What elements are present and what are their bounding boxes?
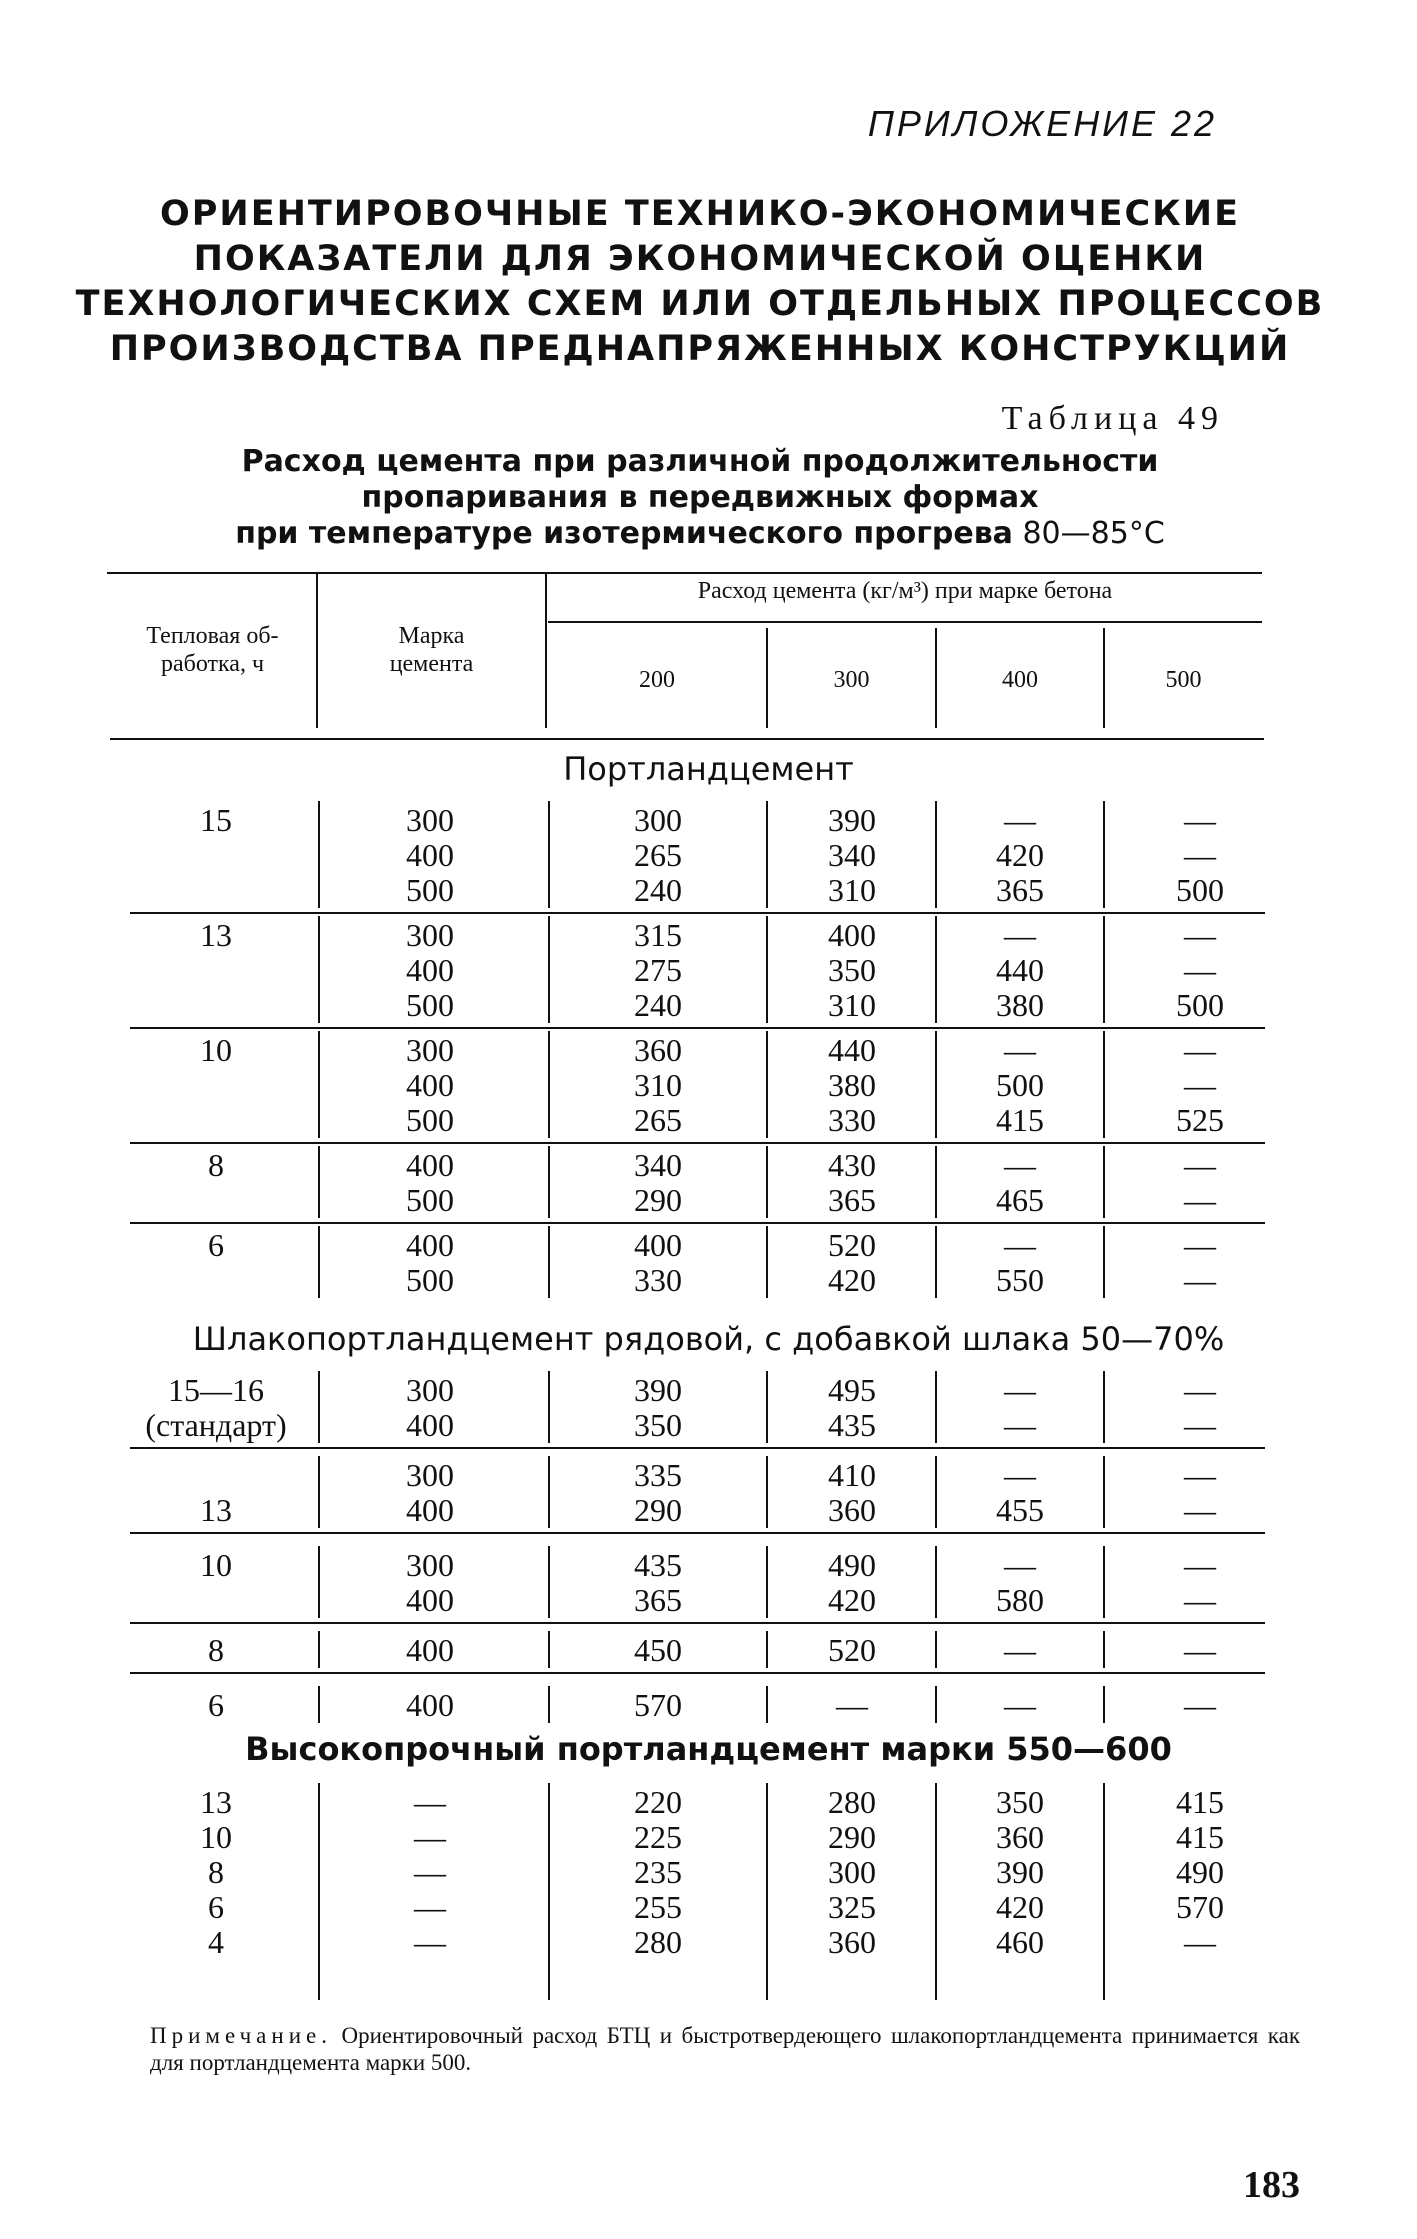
table-cell-cement-grade: 400: [406, 1632, 454, 1668]
group-rule: [130, 1027, 1265, 1029]
table-cell-grade-200: 330: [634, 1262, 682, 1298]
section-title-high-strength: Высокопрочный портландцемент марки 550—600: [245, 1730, 1172, 1768]
table-cell-grade-500: —: [1184, 952, 1216, 988]
table-cell-grade-300: 300: [828, 1854, 876, 1890]
table-cell-grade-500: —: [1184, 1147, 1216, 1183]
table-cell-grade-500: —: [1184, 1632, 1216, 1668]
table-cell-grade-400: 350: [996, 1784, 1044, 1820]
group-rule: [130, 912, 1265, 914]
column-divider: [1103, 1371, 1105, 1443]
column-divider: [318, 801, 320, 908]
column-divider: [935, 1686, 937, 1723]
table-cell-grade-200: 240: [634, 872, 682, 908]
table-cell-grade-200: 300: [634, 802, 682, 838]
page-number: 183: [1243, 2164, 1300, 2206]
table-cell-cement-grade: 400: [406, 1407, 454, 1443]
column-divider: [1103, 1031, 1105, 1138]
table-note: [150, 2022, 1300, 2076]
header-group-rule: [548, 621, 1262, 623]
table-cell-grade-500: 500: [1176, 872, 1224, 908]
column-divider: [318, 1546, 320, 1618]
table-cell-heat-treatment: 15: [200, 802, 232, 838]
table-cell-grade-300: 350: [828, 952, 876, 988]
header-label: цемента: [389, 651, 474, 677]
column-divider: [935, 1146, 937, 1218]
header-grade-500: 500: [1165, 667, 1202, 693]
column-divider: [318, 1226, 320, 1298]
table-top-rule: [107, 572, 1262, 574]
table-cell-cement-grade: 300: [406, 1032, 454, 1068]
table-cell-cement-grade: —: [414, 1819, 446, 1855]
table-cell-grade-200: 390: [634, 1372, 682, 1408]
column-divider: [318, 1456, 320, 1528]
header-label: Тепловая об-: [146, 623, 279, 649]
table-cell-grade-300: 430: [828, 1147, 876, 1183]
table-cell-cement-grade: 300: [406, 917, 454, 953]
table-cell-grade-300: 280: [828, 1784, 876, 1820]
table-cell-grade-400: 455: [996, 1492, 1044, 1528]
table-cell-grade-400: —: [1004, 802, 1036, 838]
table-cell-grade-300: 410: [828, 1457, 876, 1493]
caption-line: [150, 516, 1250, 552]
group-rule: [130, 1447, 1265, 1449]
header-cement-consumption: Расход цемента (кг/м³) при марке бетона: [697, 578, 1113, 604]
column-divider: [1103, 1631, 1105, 1668]
header-grade-200: 200: [639, 667, 675, 693]
column-divider: [548, 1031, 550, 1138]
group-rule: [130, 1222, 1265, 1224]
column-divider: [1103, 1783, 1105, 2000]
table-cell-grade-500: 415: [1176, 1784, 1224, 1820]
table-cell-cement-grade: 300: [406, 802, 454, 838]
table-cell-grade-200: 450: [634, 1632, 682, 1668]
table-cell-grade-200: 290: [634, 1182, 682, 1218]
column-divider: [1103, 1226, 1105, 1298]
title-line: ОРИЕНТИРОВОЧНЫЕ ТЕХНИКО-ЭКОНОМИЧЕСКИЕ: [160, 194, 1240, 234]
column-divider: [766, 1546, 768, 1618]
table-cell-grade-400: 365: [996, 872, 1044, 908]
table-cell-grade-500: —: [1184, 1547, 1216, 1583]
column-divider: [548, 1686, 550, 1723]
column-divider: [548, 916, 550, 1023]
table-cell-cement-grade: 500: [406, 987, 454, 1023]
table-cell-grade-200: 335: [634, 1457, 682, 1493]
column-divider: [935, 1371, 937, 1443]
column-divider: [1103, 801, 1105, 908]
table-cell-grade-400: —: [1004, 1547, 1036, 1583]
table-cell-grade-400: 550: [996, 1262, 1044, 1298]
table-cell-heat-treatment: 10: [200, 1819, 232, 1855]
table-cell-grade-500: —: [1184, 1227, 1216, 1263]
column-divider: [1103, 1456, 1105, 1528]
table-cell-grade-200: 275: [634, 952, 682, 988]
table-cell-grade-400: 580: [996, 1582, 1044, 1618]
column-divider: [766, 801, 768, 908]
column-divider: [548, 1783, 550, 2000]
column-divider: [1103, 1546, 1105, 1618]
column-divider: [766, 1226, 768, 1298]
column-divider: [318, 1031, 320, 1138]
table-cell-grade-300: 420: [828, 1582, 876, 1618]
group-rule: [130, 1532, 1265, 1534]
table-cell-grade-200: 240: [634, 987, 682, 1023]
table-cell-grade-300: 420: [828, 1262, 876, 1298]
header-cement-grade: [318, 622, 545, 678]
table-cell-cement-grade: 400: [406, 1147, 454, 1183]
table-cell-grade-500: 570: [1176, 1889, 1224, 1925]
caption-prefix: при температуре изотермического прогрева: [235, 516, 1013, 551]
table-cell-heat-treatment: 6: [208, 1227, 224, 1263]
table-cell-grade-300: 435: [828, 1407, 876, 1443]
header-grade-300: 300: [833, 667, 870, 693]
table-cell-grade-200: 400: [634, 1227, 682, 1263]
table-cell-grade-300: 360: [828, 1924, 876, 1960]
table-cell-grade-300: 340: [828, 837, 876, 873]
table-cell-grade-500: —: [1184, 1582, 1216, 1618]
table-cell-cement-grade: 400: [406, 1582, 454, 1618]
appendix-label: ПРИЛОЖЕНИЕ 22: [867, 103, 1217, 144]
column-divider: [318, 1631, 320, 1668]
column-divider: [548, 1631, 550, 1668]
column-divider: [766, 1456, 768, 1528]
table-cell-grade-300: 290: [828, 1819, 876, 1855]
table-cell-grade-200: 350: [634, 1407, 682, 1443]
column-divider: [318, 1146, 320, 1218]
table-cell-grade-500: —: [1184, 1372, 1216, 1408]
header-bottom-rule: [110, 738, 1264, 740]
column-divider: [935, 1546, 937, 1618]
table-cell-heat-treatment: 10: [200, 1547, 232, 1583]
table-cell-grade-300: —: [836, 1687, 868, 1723]
table-cell-grade-200: 310: [634, 1067, 682, 1103]
table-cell-heat-treatment: 15—16: [168, 1372, 264, 1408]
table-cell-grade-400: 360: [996, 1819, 1044, 1855]
table-cell-grade-300: 380: [828, 1067, 876, 1103]
table-cell-grade-500: —: [1184, 1407, 1216, 1443]
table-cell-cement-grade: 300: [406, 1457, 454, 1493]
table-cell-cement-grade: 400: [406, 1687, 454, 1723]
table-cell-grade-500: —: [1184, 1262, 1216, 1298]
table-cell-grade-200: 235: [634, 1854, 682, 1890]
table-cell-grade-300: 440: [828, 1032, 876, 1068]
table-cell-grade-300: 310: [828, 987, 876, 1023]
column-divider: [1103, 1146, 1105, 1218]
document-title: [70, 192, 1330, 372]
table-cell-grade-400: 420: [996, 1889, 1044, 1925]
table-cell-cement-grade: 500: [406, 1102, 454, 1138]
table-cell-heat-treatment: 8: [208, 1632, 224, 1668]
table-cell-grade-300: 390: [828, 802, 876, 838]
table-cell-grade-500: —: [1184, 837, 1216, 873]
table-cell-cement-grade: 400: [406, 1067, 454, 1103]
section-title-portland: Портландцемент: [563, 750, 854, 788]
header-divider: [545, 574, 547, 728]
table-cell-grade-400: —: [1004, 1687, 1036, 1723]
table-cell-grade-400: —: [1004, 1407, 1036, 1443]
table-number: Таблица 49: [1001, 400, 1224, 437]
table-cell-grade-300: 490: [828, 1547, 876, 1583]
table-cell-heat-treatment: 8: [208, 1854, 224, 1890]
column-divider: [766, 1686, 768, 1723]
table-cell-grade-200: 225: [634, 1819, 682, 1855]
table-cell-grade-300: 325: [828, 1889, 876, 1925]
column-divider: [548, 1546, 550, 1618]
column-divider: [935, 1783, 937, 2000]
table-cell-cement-grade: —: [414, 1784, 446, 1820]
table-cell-grade-400: 415: [996, 1102, 1044, 1138]
header-label: Марка: [398, 623, 465, 649]
table-cell-grade-400: 390: [996, 1854, 1044, 1890]
table-cell-grade-200: 220: [634, 1784, 682, 1820]
header-heat-treatment: [110, 622, 315, 678]
table-cell-grade-300: 495: [828, 1372, 876, 1408]
column-divider: [766, 916, 768, 1023]
column-divider: [935, 801, 937, 908]
column-divider: [318, 1371, 320, 1443]
note-text: Ориентировочный расход БТЦ и быстротвердеющего шлакопортландцемента принимается как для портландцемента марки 500.: [150, 2023, 1301, 2075]
table-cell-cement-grade: 400: [406, 837, 454, 873]
group-rule: [130, 1622, 1265, 1624]
table-cell-grade-400: —: [1004, 1632, 1036, 1668]
table-cell-grade-400: 460: [996, 1924, 1044, 1960]
table-cell-cement-grade: —: [414, 1854, 446, 1890]
table-cell-grade-500: —: [1184, 1492, 1216, 1528]
header-label: работка, ч: [160, 651, 265, 677]
table-cell-heat-treatment: 13: [200, 1492, 232, 1528]
table-cell-grade-500: —: [1184, 1032, 1216, 1068]
table-cell-grade-300: 310: [828, 872, 876, 908]
table-cell-grade-500: —: [1184, 1067, 1216, 1103]
title-line: ТЕХНОЛОГИЧЕСКИХ СХЕМ ИЛИ ОТДЕЛЬНЫХ ПРОЦЕССОВ: [75, 284, 1325, 324]
table-cell-cement-grade: 400: [406, 1227, 454, 1263]
table-cell-grade-200: 265: [634, 1102, 682, 1138]
table-cell-heat-treatment: (стандарт): [145, 1407, 287, 1443]
table-cell-grade-400: 380: [996, 987, 1044, 1023]
table-cell-grade-200: 265: [634, 837, 682, 873]
column-divider: [935, 1456, 937, 1528]
table-cell-grade-500: 500: [1176, 987, 1224, 1023]
table-cell-grade-400: 420: [996, 837, 1044, 873]
table-cell-grade-500: 525: [1176, 1102, 1224, 1138]
column-divider: [548, 1226, 550, 1298]
table-cell-grade-400: 465: [996, 1182, 1044, 1218]
column-divider: [1103, 1686, 1105, 1723]
table-cell-grade-500: 415: [1176, 1819, 1224, 1855]
table-cell-cement-grade: 300: [406, 1372, 454, 1408]
column-divider: [766, 1146, 768, 1218]
table-cell-grade-500: —: [1184, 1457, 1216, 1493]
table-cell-grade-400: —: [1004, 1372, 1036, 1408]
table-cell-heat-treatment: 6: [208, 1687, 224, 1723]
table-cell-grade-400: —: [1004, 1147, 1036, 1183]
column-divider: [766, 1371, 768, 1443]
table-cell-grade-200: 255: [634, 1889, 682, 1925]
table-cell-grade-400: —: [1004, 1032, 1036, 1068]
column-divider: [766, 1031, 768, 1138]
table-cell-grade-200: 435: [634, 1547, 682, 1583]
column-divider: [766, 1631, 768, 1668]
table-cell-grade-200: 570: [634, 1687, 682, 1723]
table-cell-cement-grade: —: [414, 1889, 446, 1925]
table-cell-heat-treatment: 13: [200, 917, 232, 953]
column-divider: [318, 916, 320, 1023]
table-cell-heat-treatment: 6: [208, 1889, 224, 1925]
table-cell-grade-300: 400: [828, 917, 876, 953]
group-rule: [130, 1142, 1265, 1144]
table-cell-heat-treatment: 10: [200, 1032, 232, 1068]
table-cell-cement-grade: 500: [406, 1182, 454, 1218]
table-cell-cement-grade: 400: [406, 952, 454, 988]
table-cell-cement-grade: 400: [406, 1492, 454, 1528]
column-divider: [548, 1371, 550, 1443]
column-divider: [935, 1226, 937, 1298]
table-cell-grade-300: 330: [828, 1102, 876, 1138]
table-cell-grade-200: 365: [634, 1582, 682, 1618]
table-cell-grade-400: —: [1004, 917, 1036, 953]
caption-line: пропаривания в передвижных формах: [361, 480, 1039, 515]
table-cell-grade-400: 440: [996, 952, 1044, 988]
table-cell-grade-500: —: [1184, 1182, 1216, 1218]
column-divider: [935, 1031, 937, 1138]
column-divider: [548, 801, 550, 908]
table-cell-heat-treatment: 8: [208, 1147, 224, 1183]
caption-temperature: 80—85°C: [1022, 516, 1165, 551]
column-divider: [548, 1456, 550, 1528]
table-cell-grade-200: 280: [634, 1924, 682, 1960]
table-caption: [150, 444, 1250, 552]
column-divider: [766, 1783, 768, 2000]
column-divider: [1103, 916, 1105, 1023]
table-cell-cement-grade: —: [414, 1924, 446, 1960]
table-cell-grade-500: —: [1184, 802, 1216, 838]
column-divider: [318, 1783, 320, 2000]
table-cell-grade-400: —: [1004, 1227, 1036, 1263]
table-cell-grade-200: 340: [634, 1147, 682, 1183]
column-divider: [548, 1146, 550, 1218]
table-cell-grade-500: —: [1184, 1687, 1216, 1723]
table-cell-grade-200: 290: [634, 1492, 682, 1528]
column-divider: [935, 1631, 937, 1668]
table-cell-cement-grade: 500: [406, 872, 454, 908]
table-cell-grade-500: 490: [1176, 1854, 1224, 1890]
table-cell-heat-treatment: 13: [200, 1784, 232, 1820]
column-divider: [935, 916, 937, 1023]
table-cell-grade-400: 500: [996, 1067, 1044, 1103]
table-cell-grade-500: —: [1184, 917, 1216, 953]
group-rule: [130, 1672, 1265, 1674]
section-title-slag: Шлакопортландцемент рядовой, с добавкой шлака 50—70%: [192, 1320, 1225, 1358]
table-cell-grade-300: 520: [828, 1227, 876, 1263]
title-line: ПОКАЗАТЕЛИ ДЛЯ ЭКОНОМИЧЕСКОЙ ОЦЕНКИ: [193, 239, 1207, 279]
header-grade-400: 400: [1002, 667, 1038, 693]
table-cell-grade-300: 520: [828, 1632, 876, 1668]
table-cell-heat-treatment: 4: [208, 1924, 224, 1960]
title-line: ПРОИЗВОДСТВА ПРЕДНАПРЯЖЕННЫХ КОНСТРУКЦИЙ: [109, 329, 1291, 369]
table-cell-cement-grade: 500: [406, 1262, 454, 1298]
table-cell-grade-200: 360: [634, 1032, 682, 1068]
table-cell-grade-300: 360: [828, 1492, 876, 1528]
table-cell-grade-300: 365: [828, 1182, 876, 1218]
caption-line: Расход цемента при различной продолжительности: [241, 444, 1159, 479]
table-cell-cement-grade: 300: [406, 1547, 454, 1583]
note-label: Примечание.: [150, 2023, 332, 2048]
column-divider: [318, 1686, 320, 1723]
table-cell-grade-200: 315: [634, 917, 682, 953]
table-cell-grade-400: —: [1004, 1457, 1036, 1493]
table-cell-grade-500: —: [1184, 1924, 1216, 1960]
